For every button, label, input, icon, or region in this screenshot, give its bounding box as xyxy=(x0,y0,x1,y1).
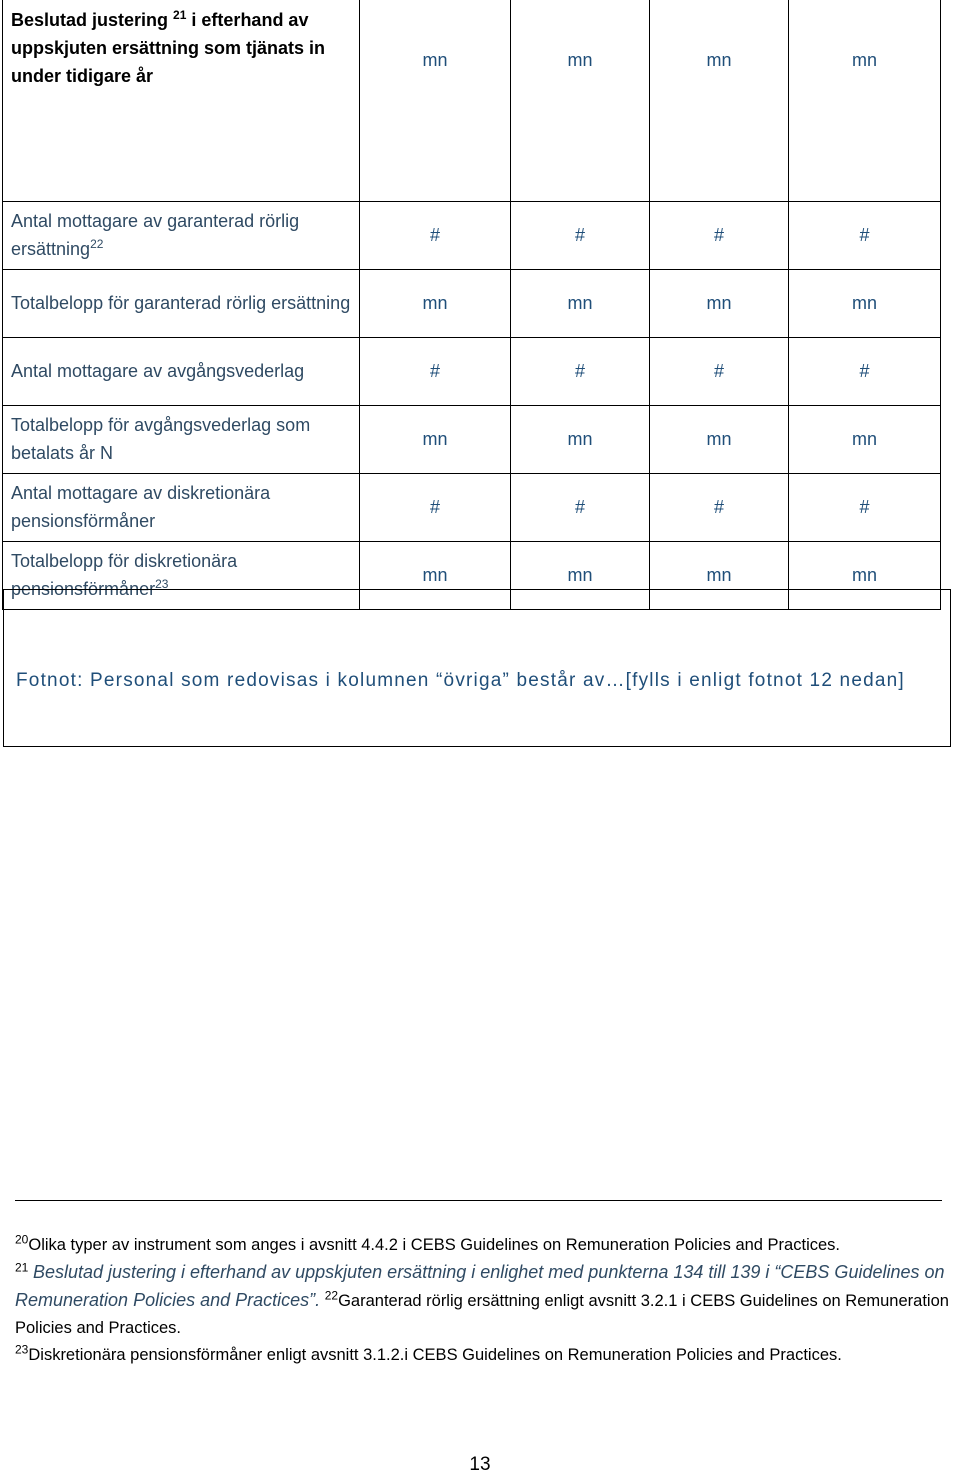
footnote-text: Garanterad rörlig ersättning enligt avsnitt 3.2.1 i CEBS Guidelines on Remuneration Policies and Practices. xyxy=(15,1292,949,1337)
footnote-number: 23 xyxy=(15,1342,29,1357)
footnote-separator xyxy=(15,1200,942,1201)
footnotes xyxy=(15,1232,950,1369)
row-label-text: Antal mottagare av diskretionära pensionsförmåner xyxy=(11,483,271,531)
value-cell: # xyxy=(789,473,941,541)
value-cell: # xyxy=(360,337,511,405)
row-label xyxy=(3,269,360,337)
value-cell: # xyxy=(360,473,511,541)
value-cell: # xyxy=(650,201,789,269)
row-label xyxy=(3,337,360,405)
row-label xyxy=(3,201,360,269)
row-label-text: Antal mottagare av garanterad rörlig ersättning xyxy=(11,211,300,259)
table-row xyxy=(3,0,941,201)
value-cell: # xyxy=(650,473,789,541)
value-cell: # xyxy=(789,337,941,405)
row-label xyxy=(3,0,360,201)
row-label xyxy=(3,473,360,541)
row-label-text: Totalbelopp för avgångsvederlag som betalats år N xyxy=(11,415,311,463)
value-cell: mn xyxy=(789,541,941,609)
row-label xyxy=(3,405,360,473)
value-cell: mn xyxy=(511,405,650,473)
value-cell: mn xyxy=(650,541,789,609)
row-label-text-cont: i efterhand av uppskjuten ersättning som tjänats in under tidigare år xyxy=(11,10,326,86)
value-cell: mn xyxy=(360,0,511,201)
value-cell: # xyxy=(789,201,941,269)
footnote-ref: 22 xyxy=(90,237,104,251)
footnote-ref: 21 xyxy=(173,8,187,22)
value-cell: mn xyxy=(650,0,789,201)
row-label-text: Totalbelopp för garanterad rörlig ersättning xyxy=(11,293,351,313)
value-cell: mn xyxy=(360,405,511,473)
row-label-text: Beslutad justering xyxy=(11,10,169,30)
value-cell: mn xyxy=(789,0,941,201)
value-cell: mn xyxy=(511,269,650,337)
footnote-text: Diskretionära pensionsförmåner enligt avsnitt 3.1.2.i CEBS Guidelines on Remuneration Policies and Practices. xyxy=(28,1346,842,1364)
value-cell: mn xyxy=(650,405,789,473)
footnote-ref: 23 xyxy=(155,577,169,591)
footnote-21-22 xyxy=(15,1259,950,1342)
value-cell: mn xyxy=(360,269,511,337)
table-row xyxy=(3,337,941,405)
footnote-number: 22 xyxy=(324,1288,339,1303)
value-cell: # xyxy=(650,337,789,405)
footnote-23 xyxy=(15,1342,950,1369)
row-label-text: Totalbelopp för diskretionära pensionsförmåner xyxy=(11,551,238,599)
footnote-box xyxy=(3,589,951,747)
value-cell: mn xyxy=(511,0,650,201)
footnote-number: 20 xyxy=(15,1232,29,1247)
table-row xyxy=(3,405,941,473)
table-row xyxy=(3,269,941,337)
remuneration-table xyxy=(2,0,941,610)
value-cell: mn xyxy=(511,541,650,609)
value-cell: # xyxy=(511,201,650,269)
footnote-text: Beslutad justering i efterhand av uppskjuten ersättning i enlighet med punkterna 134 till 139 i “CEBS Guidelines on Remuneration Policies and Practices”. xyxy=(15,1262,945,1310)
page-number: 13 xyxy=(469,1454,491,1475)
value-cell: mn xyxy=(360,541,511,609)
footnote-box-text: Fotnot: Personal som redovisas i kolumnen “övriga” består av…[fylls i enligt fotnot 12 nedan] xyxy=(16,670,905,691)
value-cell: # xyxy=(360,201,511,269)
value-cell: # xyxy=(511,337,650,405)
value-cell: mn xyxy=(789,269,941,337)
value-cell: # xyxy=(511,473,650,541)
footnote-20 xyxy=(15,1232,950,1259)
value-cell: mn xyxy=(650,269,789,337)
row-label-text: Antal mottagare av avgångsvederlag xyxy=(11,361,305,381)
table-row xyxy=(3,201,941,269)
footnote-number: 21 xyxy=(15,1260,29,1275)
value-cell: mn xyxy=(789,405,941,473)
table-row xyxy=(3,473,941,541)
footnote-text: Olika typer av instrument som anges i avsnitt 4.4.2 i CEBS Guidelines on Remuneration Policies and Practices. xyxy=(28,1236,840,1254)
